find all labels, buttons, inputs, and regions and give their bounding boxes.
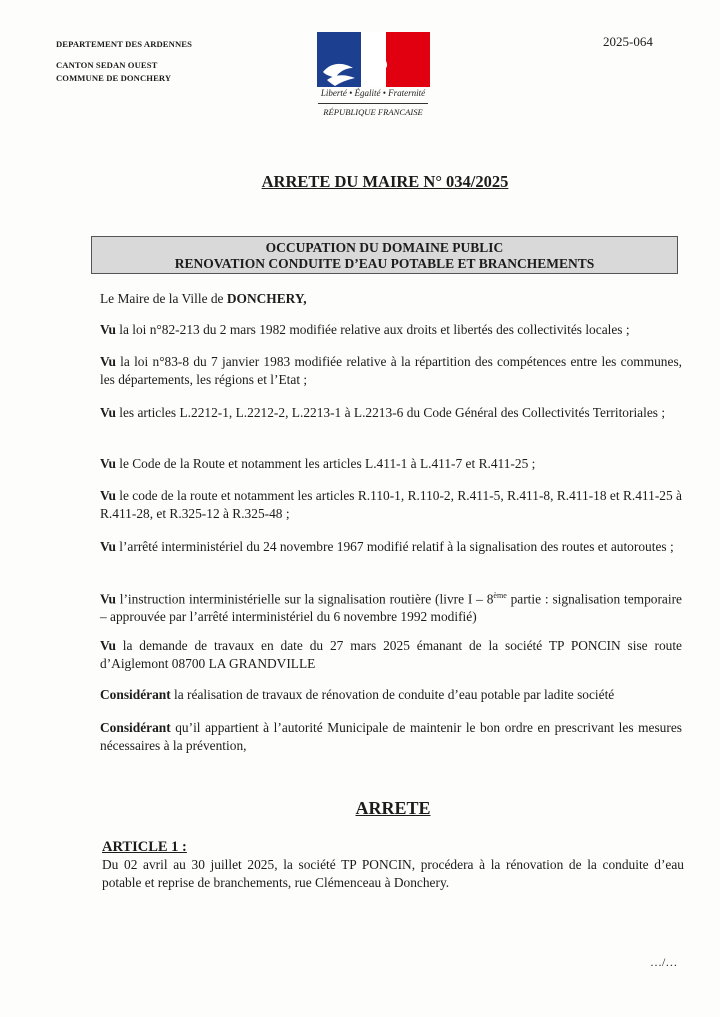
subject-line-2: RENOVATION CONDUITE D’EAU POTABLE ET BRANCHEMENTS xyxy=(174,256,595,271)
marianne-emblem-icon xyxy=(317,32,430,87)
consideration-lead: Vu xyxy=(100,591,116,607)
subject-box xyxy=(91,236,678,274)
consideration-lead: Vu xyxy=(100,456,116,471)
canton-name: CANTON SEDAN OUEST xyxy=(56,59,158,70)
consideration-lead: Vu xyxy=(100,539,116,554)
consideration-text: le code de la route et notamment les articles R.110-1, R.110-2, R.411-5, R.411-8, R.411-18 et R.411-25 à R.411-28, et R.325-12 à R.325-48 ; xyxy=(100,488,682,521)
republic-motto: Liberté • Égalité • Fraternité xyxy=(320,88,426,98)
consideration-lead: Vu xyxy=(100,488,116,503)
consideration-lead: Vu xyxy=(100,322,116,337)
consideration-text: l’instruction interministérielle sur la signalisation routière (livre I – 8 xyxy=(115,591,494,607)
consideration-item xyxy=(100,587,682,626)
commune-name: COMMUNE DE DONCHERY xyxy=(56,73,172,83)
consideration-text: les articles L.2212-1, L.2212-2, L.2213-1 à L.2213-6 du Code Général des Collectivités Territoriales ; xyxy=(115,405,666,420)
town-name: DONCHERY, xyxy=(226,291,307,306)
issuer-block xyxy=(56,38,192,86)
document-number: 2025-064 xyxy=(603,34,653,49)
consideration-text: la loi n°82-213 du 2 mars 1982 modifiée relative aux droits et libertés des collectivités locales ; xyxy=(115,322,630,337)
consideration-lead: Considérant xyxy=(100,687,171,702)
continuation-mark: …/… xyxy=(650,955,678,969)
consideration-item xyxy=(100,686,682,704)
decree-title: ARRETE DU MAIRE N° 034/2025 xyxy=(261,172,509,191)
consideration-text: partie : signalisation temporaire – approuvée par l’arrêté interministériel du 6 novembre 1992 modifié) xyxy=(100,591,682,625)
decision-heading: ARRETE xyxy=(355,798,431,818)
article-body: Du 02 avril au 30 juillet 2025, la société TP PONCIN, procédera à la rénovation de la conduite d’eau potable et reprise de branchements, rue Clémenceau à Donchery. xyxy=(102,857,684,890)
department-name: DEPARTEMENT DES ARDENNES xyxy=(56,39,192,49)
consideration-item xyxy=(100,455,682,473)
consideration-lead: Vu xyxy=(100,638,116,653)
consideration-lead: Vu xyxy=(100,405,116,420)
consideration-item xyxy=(100,719,682,755)
consideration-text: la réalisation de travaux de rénovation de conduite d’eau potable par ladite société xyxy=(170,687,615,702)
consideration-text: qu’il appartient à l’autorité Municipale de maintenir le bon ordre en prescrivant les mesures nécessaires à la prévention, xyxy=(100,720,682,753)
consideration-item xyxy=(100,538,682,556)
consideration-item xyxy=(100,353,682,389)
consideration-text: la demande de travaux en date du 27 mars 2025 émanant de la société TP PONCIN sise route d’Aiglemont 08700 LA GRANDVILLE xyxy=(100,638,682,671)
consideration-item xyxy=(100,637,682,673)
superscript: ème xyxy=(493,591,507,600)
consideration-text: l’arrêté interministériel du 24 novembre 1967 modifié relatif à la signalisation des routes et autoroutes ; xyxy=(115,539,674,554)
intro-text: Le Maire de la Ville de xyxy=(100,291,227,306)
intro-line xyxy=(100,290,682,308)
republic-name: RÉPUBLIQUE FRANCAISE xyxy=(323,107,423,117)
marianne-logo xyxy=(312,30,434,122)
consideration-item xyxy=(100,321,682,339)
consideration-item xyxy=(100,404,682,422)
consideration-text: le Code de la Route et notamment les articles L.411-1 à L.411-7 et R.411-25 ; xyxy=(115,456,536,471)
consideration-lead: Considérant xyxy=(100,720,171,735)
consideration-lead: Vu xyxy=(100,354,116,369)
consideration-item xyxy=(100,487,682,523)
consideration-text: la loi n°83-8 du 7 janvier 1983 modifiée relative à la répartition des compétences entre les communes, les départements, les régions et l’Etat ; xyxy=(100,354,682,387)
article-heading: ARTICLE 1 : xyxy=(102,839,187,855)
subject-line-1: OCCUPATION DU DOMAINE PUBLIC xyxy=(265,240,504,255)
logo-divider xyxy=(318,103,428,104)
